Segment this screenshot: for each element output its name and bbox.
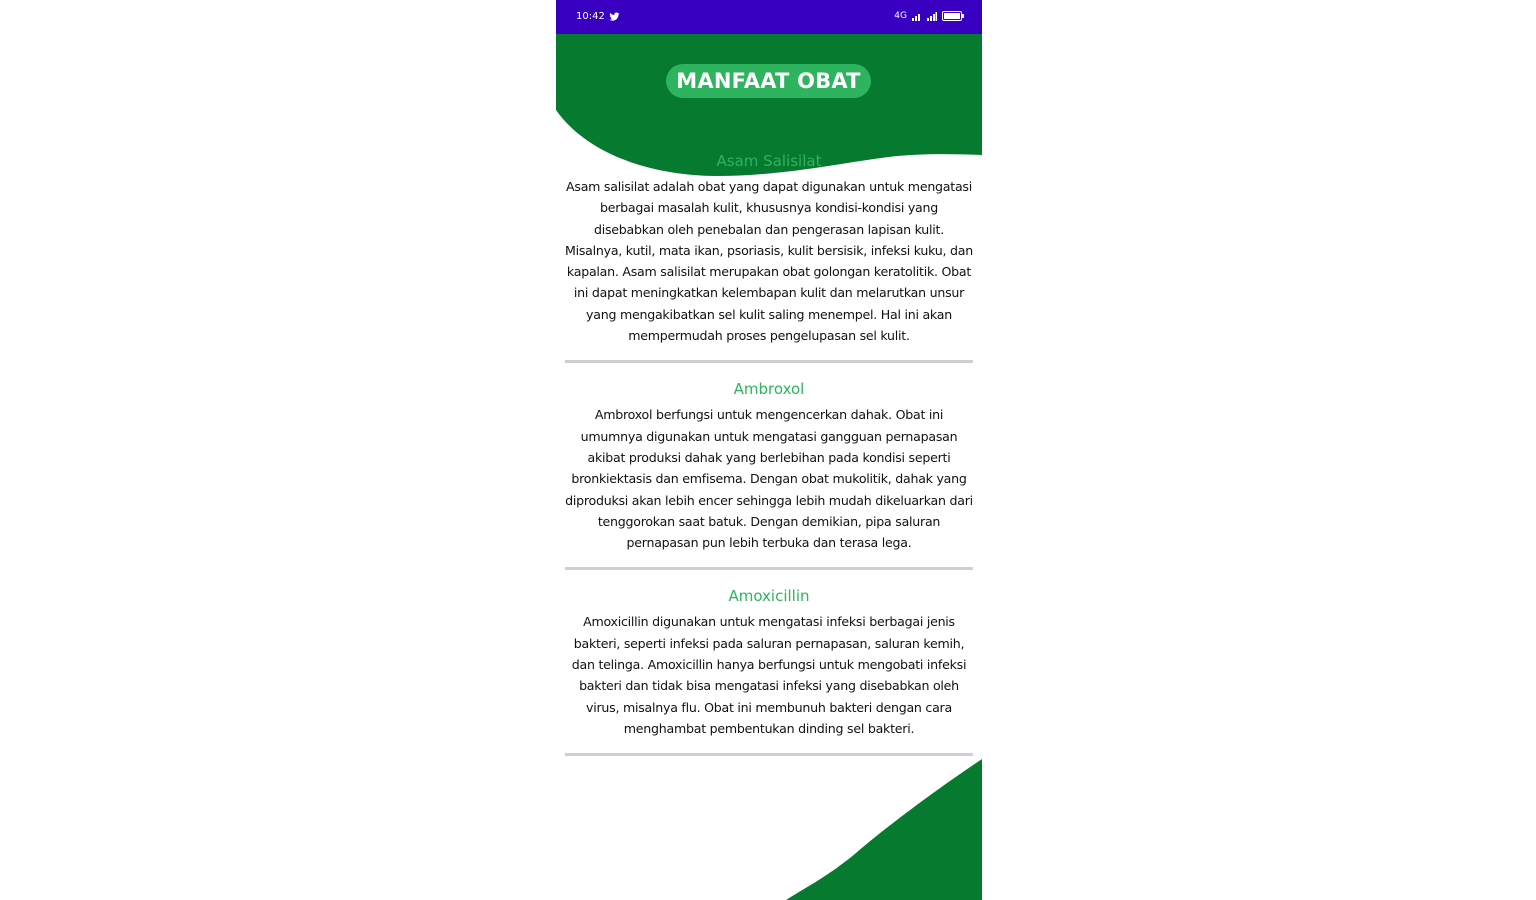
battery-icon <box>942 11 964 21</box>
medicine-section-ambroxol <box>565 378 973 553</box>
medicine-title: Ambroxol <box>733 380 805 399</box>
signal-icon <box>927 12 937 21</box>
status-bar <box>556 0 982 34</box>
network-type-label: 4G <box>894 11 907 21</box>
medicine-title: Amoxicillin <box>728 587 810 606</box>
page-title: MANFAAT OBAT <box>666 64 871 98</box>
section-divider <box>565 567 973 570</box>
content-list <box>565 150 973 771</box>
medicine-description: Ambroxol berfungsi untuk mengencerkan dahak. Obat ini umumnya digunakan untuk mengatasi gangguan pernapasan akibat produksi dahak yang berlebihan pada kondisi seperti bronkiektasis dan emfisema. Dengan obat mukolitik, dahak yang diproduksi akan lebih encer sehingga lebih mudah dikeluarkan dari tenggorokan saat batuk. Dengan demikian, pipa saluran pernapasan pun lebih terbuka dan terasa lega. <box>565 407 973 551</box>
status-right <box>894 11 964 21</box>
status-time: 10:42 <box>576 11 605 22</box>
medicine-description: Asam salisilat adalah obat yang dapat digunakan untuk mengatasi berbagai masalah kulit, khususnya kondisi-kondisi yang disebabkan oleh penebalan dan pengerasan lapisan kulit. Misalnya, kutil, mata ikan, psoriasis, kulit bersisik, infeksi kuku, dan kapalan. Asam salisilat merupakan obat golongan keratolitik. Obat ini dapat meningkatkan kelembapan kulit dan melarutkan unsur yang mengakibatkan sel kulit saling menempel. Hal ini akan mempermudah proses pengelupasan sel kulit. <box>565 179 973 344</box>
status-left <box>576 11 620 22</box>
section-divider <box>565 360 973 363</box>
medicine-title: Asam Salisilat <box>716 152 822 170</box>
medicine-description: Amoxicillin digunakan untuk mengatasi infeksi berbagai jenis bakteri, seperti infeksi pada saluran pernapasan, saluran kemih, dan telinga. Amoxicillin hanya berfungsi untuk mengobati infeksi bakteri dan tidak bisa mengatasi infeksi yang disebabkan oleh virus, misalnya flu. Obat ini membunuh bakteri dengan cara menghambat pembentukan dinding sel bakteri. <box>571 614 967 736</box>
phone-screen <box>556 0 982 900</box>
medicine-section-asam-salisilat <box>565 150 973 346</box>
twitter-icon <box>609 12 620 22</box>
medicine-section-amoxicillin <box>565 585 973 739</box>
signal-icon <box>912 12 922 21</box>
corner-decoration-shape <box>786 755 982 900</box>
